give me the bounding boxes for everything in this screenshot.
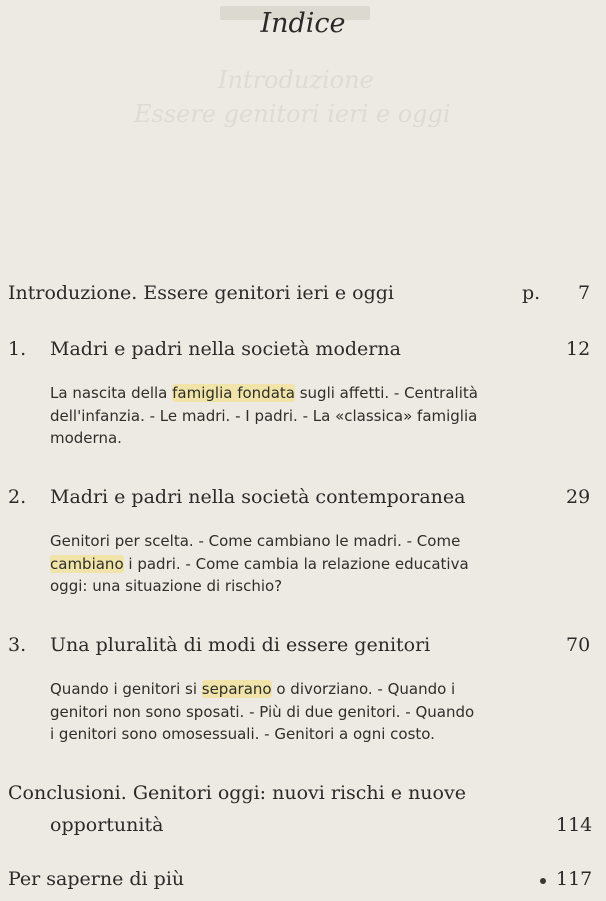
- bleed-through-text-1: Introduzione: [218, 66, 374, 94]
- chapter-3-title: Una pluralità di modi di essere genitori: [50, 634, 431, 656]
- chapter-2-desc-line-3: oggi: una situazione di rischio?: [50, 577, 283, 595]
- chapter-2-number: 2.: [8, 486, 27, 508]
- conclusions-title-line-1: Conclusioni. Genitori oggi: nuovi rischi e nuove: [8, 782, 466, 804]
- chapter-3-page: 70: [566, 634, 591, 656]
- chapter-3-desc-line-1: Quando i genitori si separano o divorziano. - Quando i: [50, 680, 456, 698]
- chapter-2-desc-line-2: cambiano i padri. - Come cambia la relazione educativa: [50, 554, 469, 573]
- chapter-2-description: [50, 530, 469, 598]
- chapter-1-title: Madri e padri nella società moderna: [50, 338, 401, 360]
- chapter-3-number: 3.: [8, 634, 27, 656]
- conclusions-title-line-2: opportunità: [50, 814, 164, 836]
- toc-entry-intro-page: 7: [578, 282, 591, 304]
- chapter-1-desc-line-2: dell'infanzia. - Le madri. - I padri. - La «classica» famiglia: [50, 406, 478, 425]
- chapter-3-description: [50, 678, 474, 746]
- chapter-2-page: 29: [566, 486, 591, 508]
- toc-entry-intro-title: Introduzione. Essere genitori ieri e oggi: [8, 282, 395, 304]
- chapter-2-desc-line-1: Genitori per scelta. - Come cambiano le madri. - Come: [50, 532, 461, 550]
- conclusions-page: 114: [556, 814, 593, 836]
- chapter-1-description: [50, 382, 478, 450]
- chapter-1-number: 1.: [8, 338, 27, 360]
- bleed-through-text-2: Essere genitori ieri e oggi: [134, 100, 451, 128]
- chapter-1-desc-line-1: La nascita della famiglia fondata sugli affetti. - Centralità: [50, 384, 478, 402]
- page-title: Indice: [260, 8, 346, 39]
- further-reading-title: Per saperne di più: [8, 868, 185, 890]
- chapter-2-title: Madri e padri nella società contemporanea: [50, 486, 466, 508]
- further-reading-page: 117: [556, 868, 593, 890]
- page-prefix: p.: [522, 282, 541, 304]
- chapter-1-desc-line-3: moderna.: [50, 429, 122, 447]
- chapter-3-desc-line-3: i genitori sono omosessuali. - Genitori a ogni costo.: [50, 725, 435, 743]
- chapter-1-page: 12: [566, 338, 591, 360]
- chapter-3-desc-line-2: genitori non sono sposati. - Più di due genitori. - Quando: [50, 702, 475, 721]
- ink-dot-mark: [540, 878, 546, 884]
